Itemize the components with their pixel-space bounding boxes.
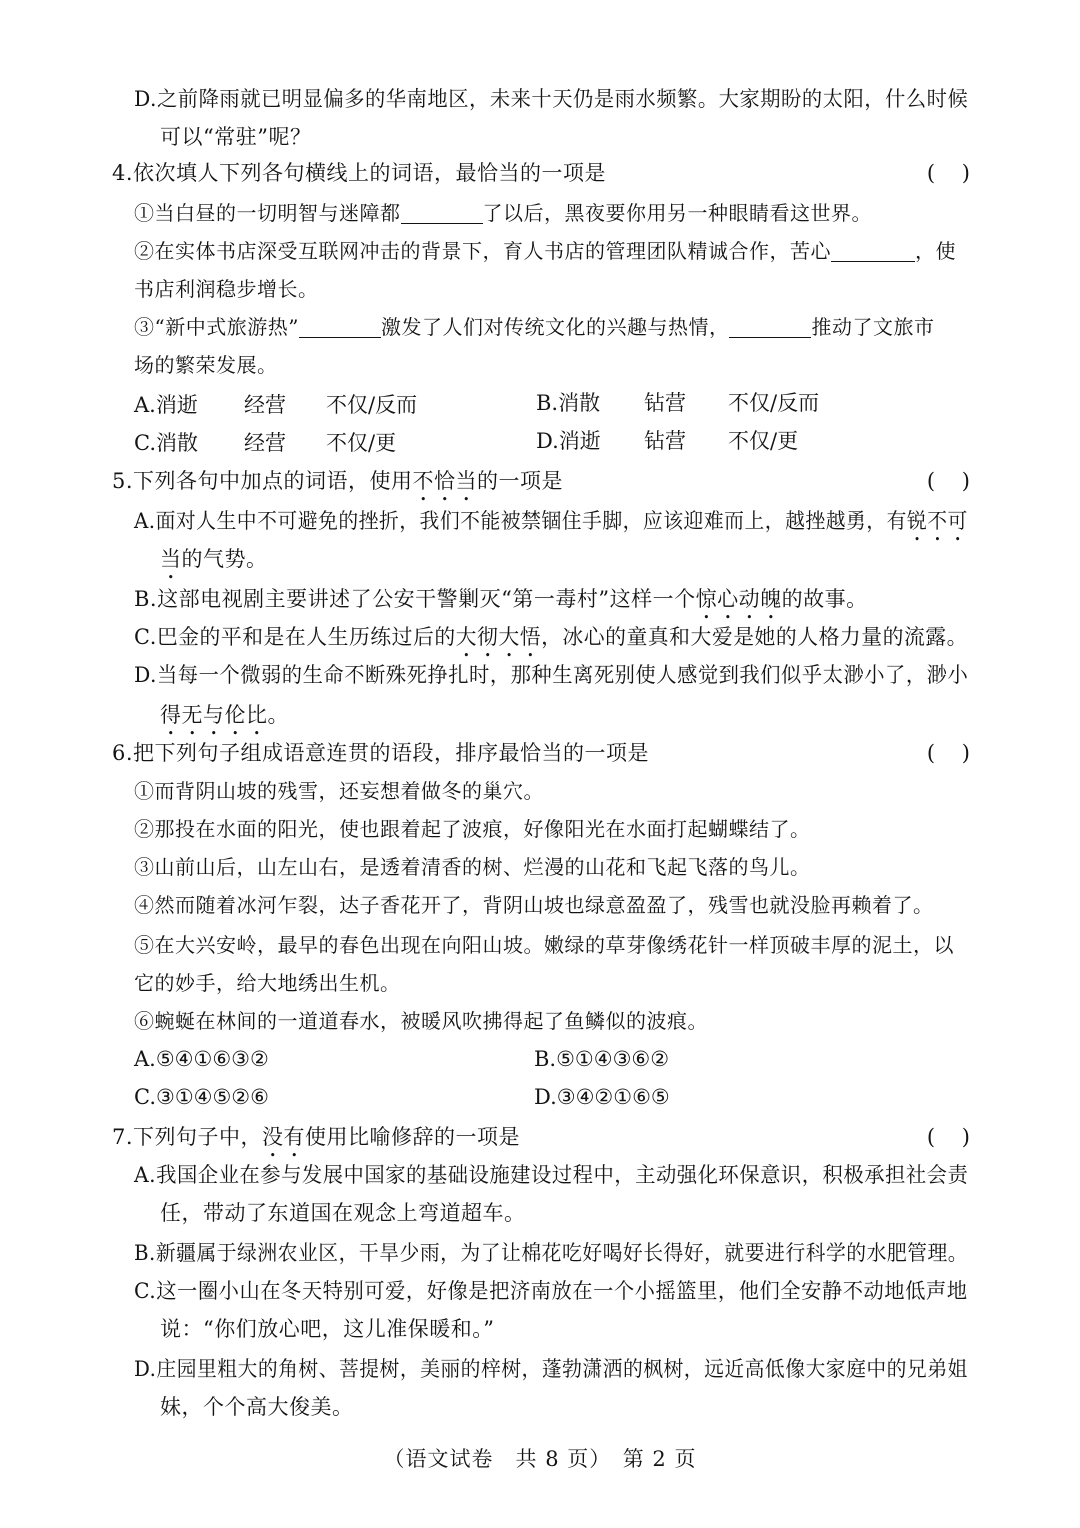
q7-option-a-line1: A.我国企业在参与发展中国家的基础设施建设过程中，主动强化环保意识，积极承担社会责 [134, 1163, 969, 1187]
q3-option-d-line2: 可以“常驻”呢？ [160, 125, 312, 149]
q7-option-c-line2: 说：“你们放心吧，这儿准保暖和。” [160, 1317, 495, 1341]
q4-s1-part-a: ①当白昼的一切明智与迷障都 [134, 201, 401, 225]
q6-sentence-5-line2: 它的妙手，给大地绣出生机。 [134, 971, 401, 995]
q4-option-c-word2: 经营 [244, 431, 286, 455]
q4-blank-4 [729, 315, 811, 338]
q5-option-a-line1 [134, 506, 968, 546]
q5-a-text: A.面对人生中不可避免的挫折，我们不能被禁锢住手脚，应该迎难而上，越挫越勇，有 [134, 509, 907, 533]
q6-sentence-2: ②那投在水面的阳光，使也跟着起了波痕，好像阳光在水面打起蝴蝶结了。 [134, 817, 811, 841]
q6-option-a: A.⑤④①⑥③② [134, 1047, 269, 1071]
q4-s3-part-c: 推动了文旅市 [811, 315, 935, 339]
q5-stem-part-b: 的一项是 [477, 469, 564, 493]
q4-option-a-label: A.消逝 [134, 393, 198, 417]
q5-d-text-2: 。 [267, 703, 289, 727]
q5-a-text-2: 的气势。 [181, 547, 268, 571]
q4-answer-bracket: ( ) [926, 161, 970, 185]
q5-stem-emphasis: 不恰当 [412, 469, 478, 493]
q5-c-text-2: ，冰心的童真和大爱是她的人格力量的流露。 [541, 625, 968, 649]
q5-option-a-line2 [160, 544, 268, 584]
q4-option-b-word2: 钻营 [644, 391, 686, 415]
q4-sentence-1 [134, 198, 872, 228]
q5-b-text-2: 的故事。 [781, 587, 868, 611]
q5-a-emphasis: 锐不可 [906, 509, 968, 533]
q4-sentence-3-line2: 场的繁荣发展。 [134, 353, 278, 377]
q4-sentence-3 [134, 312, 934, 342]
q4-sentence-2-line2: 书店利润稳步增长。 [134, 277, 319, 301]
q7-stem-part-a: 7.下列句子中， [112, 1125, 263, 1149]
q5-stem-part-a: 5.下列各句中加点的词语，使用 [112, 469, 413, 493]
q5-a-emphasis-2: 当 [160, 547, 182, 571]
q4-blank-3 [299, 315, 381, 338]
q5-b-emphasis: 惊心动魄 [695, 587, 782, 611]
q6-sentence-6: ⑥蜿蜒在林间的一道道春水，被暖风吹拂得起了鱼鳞似的波痕。 [134, 1009, 708, 1033]
q7-answer-bracket: ( ) [926, 1125, 970, 1149]
q5-stem [112, 466, 563, 506]
q6-stem: 6.把下列句子组成语意连贯的语段，排序最恰当的一项是 [112, 741, 650, 765]
q4-option-d-word2: 钻营 [644, 429, 686, 453]
q5-c-text: C.巴金的平和是在人生历练过后的 [134, 625, 456, 649]
q7-option-a-line2: 任，带动了东道国在观念上弯道超车。 [160, 1201, 526, 1225]
q7-option-d-line2: 妹，个个高大俊美。 [160, 1395, 354, 1419]
q5-b-text: B.这部电视剧主要讲述了公安干警剿灭“第一毒村”这样一个 [134, 587, 696, 611]
q5-answer-bracket: ( ) [926, 469, 970, 493]
q6-option-c: C.③①④⑤②⑥ [134, 1085, 269, 1109]
q4-option-a-word2: 经营 [244, 393, 286, 417]
q4-s3-part-b: 激发了人们对传统文化的兴趣与热情， [380, 315, 730, 339]
q4-s1-part-b: 了以后，黑夜要你用另一种眼睛看这世界。 [482, 201, 872, 225]
q4-sentence-2 [134, 236, 956, 266]
q4-s3-part-a: ③“新中式旅游热” [134, 315, 299, 339]
q6-option-d: D.③④②①⑥⑤ [534, 1085, 670, 1109]
q4-blank-1 [401, 201, 483, 224]
q4-option-b-word3: 不仅/反而 [728, 391, 820, 415]
q5-option-c [134, 622, 968, 662]
q5-option-d-line2 [160, 700, 289, 740]
q6-sentence-3: ③山前山后，山左山右，是透着清香的树、烂漫的山花和飞起飞落的鸟儿。 [134, 855, 811, 879]
q4-option-b-label: B.消散 [536, 391, 601, 415]
q4-option-c-word3: 不仅/更 [326, 431, 397, 455]
q6-answer-bracket: ( ) [926, 741, 970, 765]
q7-stem [112, 1122, 520, 1162]
q5-c-emphasis: 大彻大悟 [455, 625, 542, 649]
q6-option-b: B.⑤①④③⑥② [534, 1047, 670, 1071]
q6-sentence-1: ①而背阴山坡的残雪，还妄想着做冬的巢穴。 [134, 779, 544, 803]
q4-stem: 4.依次填人下列各句横线上的词语，最恰当的一项是 [112, 161, 607, 185]
q7-stem-part-b: 使用比喻修辞的一项是 [305, 1125, 521, 1149]
q6-sentence-4: ④然而随着冰河乍裂，达子香花开了，背阴山坡也绿意盈盈了，残雪也就没脸再赖着了。 [134, 893, 934, 917]
q7-option-d-line1: D.庄园里粗大的角树、菩提树，美丽的梓树，蓬勃潇洒的枫树，远近高低像大家庭中的兄弟姐 [134, 1357, 968, 1381]
q4-option-d-word3: 不仅/更 [728, 429, 799, 453]
q7-option-b: B.新疆属于绿洲农业区，干旱少雨，为了让棉花吃好喝好长得好，就要进行科学的水肥管理。 [134, 1241, 969, 1265]
q5-option-b [134, 584, 868, 624]
q3-option-d-line1: D.之前降雨就已明显偏多的华南地区，未来十天仍是雨水频繁。大家期盼的太阳，什么时候 [134, 87, 969, 111]
q4-s2-part-b: ，使 [915, 239, 956, 263]
q4-option-c-label: C.消散 [134, 431, 198, 455]
q4-blank-2 [831, 239, 915, 262]
q7-option-c-line1: C.这一圈小山在冬天特别可爱，好像是把济南放在一个小摇篮里，他们全安静不动地低声地 [134, 1279, 968, 1303]
q5-d-emphasis: 得无与伦比 [160, 703, 268, 727]
page-footer: （语文试卷 共 8 页） 第 2 页 [383, 1447, 697, 1471]
q4-option-d-label: D.消逝 [536, 429, 601, 453]
q4-option-a-word3: 不仅/反而 [326, 393, 418, 417]
q5-option-d-line1: D.当每一个微弱的生命不断殊死挣扎时，那种生离死别使人感觉到我们似乎太渺小了，渺小 [134, 663, 969, 687]
q7-stem-emphasis: 没有 [262, 1125, 306, 1149]
q6-sentence-5-line1: ⑤在大兴安岭，最早的春色出现在向阳山坡。嫩绿的草芽像绣花针一样顶破丰厚的泥土，以 [134, 933, 954, 957]
q4-s2-part-a: ②在实体书店深受互联网冲击的背景下，育人书店的管理团队精诚合作，苦心 [134, 239, 831, 263]
